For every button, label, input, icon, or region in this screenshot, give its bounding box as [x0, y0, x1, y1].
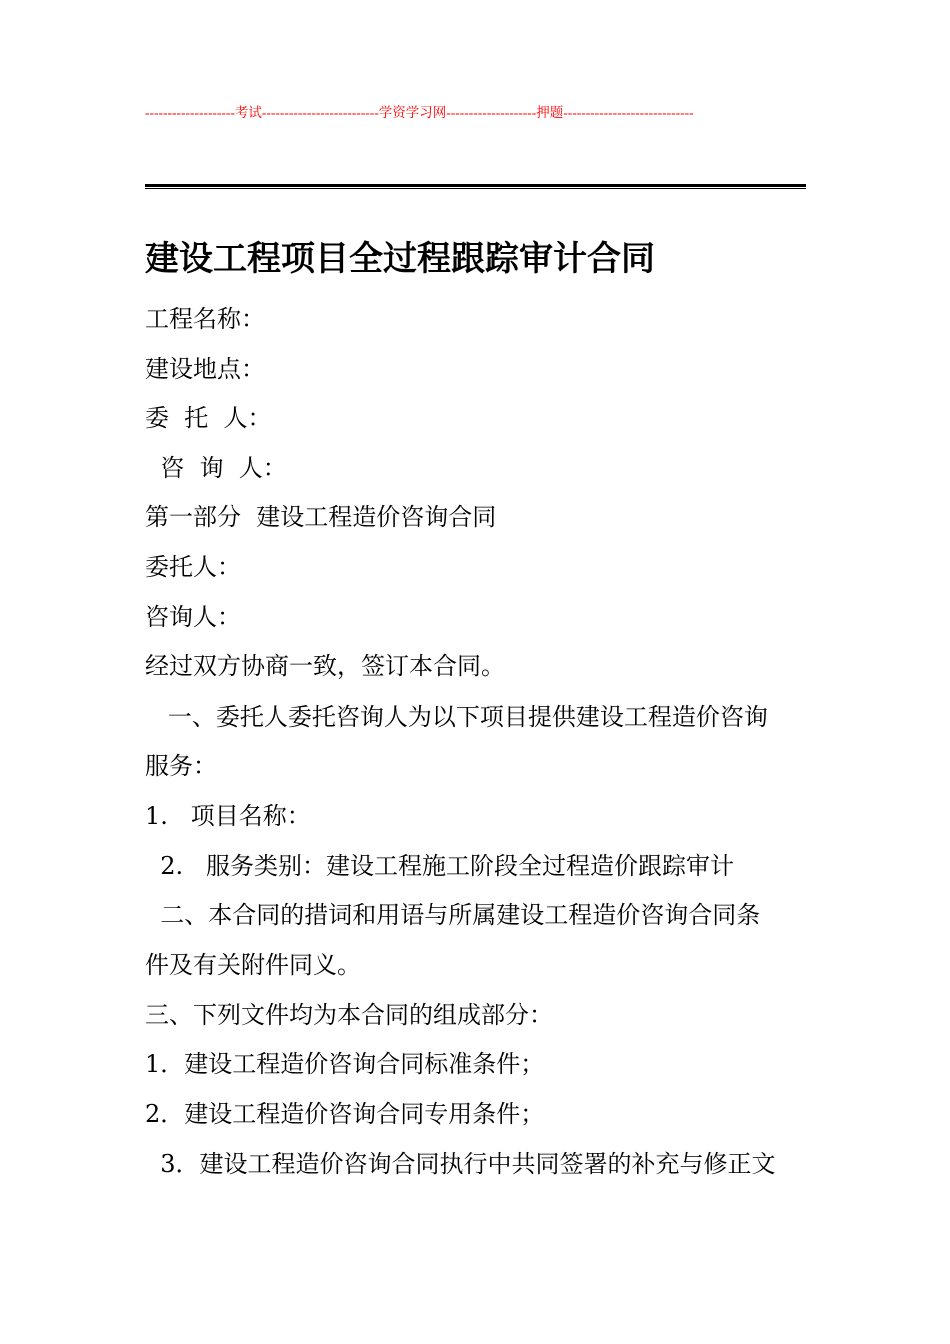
clause-two-line-1: 二、本合同的措词和用语与所属建设工程造价咨询合同条	[145, 901, 761, 929]
clause-one-line-2: 服务：	[145, 752, 217, 780]
header-banner: --------------------考试--------------------------学资学习网--------------------押题-----------------------------	[145, 105, 694, 120]
document-item-3: 3．建设工程造价咨询合同执行中共同签署的补充与修正文	[145, 1150, 776, 1178]
agreement-statement: 经过双方协商一致，签订本合同。	[145, 652, 505, 680]
clause-two-line-2: 件及有关附件同义。	[145, 951, 361, 979]
clause-one-line-1: 一、委托人委托咨询人为以下项目提供建设工程造价咨询	[145, 703, 768, 731]
client-line-2: 委托人：	[145, 553, 241, 581]
consultant-line-2: 咨询人：	[145, 603, 241, 631]
document-item-1: 1．建设工程造价咨询合同标准条件；	[145, 1050, 545, 1078]
item-service-category: 2. 服务类别：建设工程施工阶段全过程造价跟踪审计	[145, 852, 735, 880]
document-item-2: 2．建设工程造价咨询合同专用条件；	[145, 1100, 545, 1128]
construction-site-line: 建设地点：	[145, 355, 265, 383]
clause-three-heading: 三、下列文件均为本合同的组成部分：	[145, 1001, 553, 1029]
consultant-line: 咨 询 人：	[145, 454, 287, 482]
item-project-name: 1. 项目名称：	[145, 802, 311, 830]
client-line: 委 托 人：	[145, 404, 272, 432]
part-one-heading: 第一部分 建设工程造价咨询合同	[145, 503, 497, 531]
document-title: 建设工程项目全过程跟踪审计合同	[145, 239, 655, 279]
header-rule-thin	[145, 188, 806, 189]
header-rule-thick	[145, 184, 806, 187]
project-name-line: 工程名称：	[145, 305, 265, 333]
